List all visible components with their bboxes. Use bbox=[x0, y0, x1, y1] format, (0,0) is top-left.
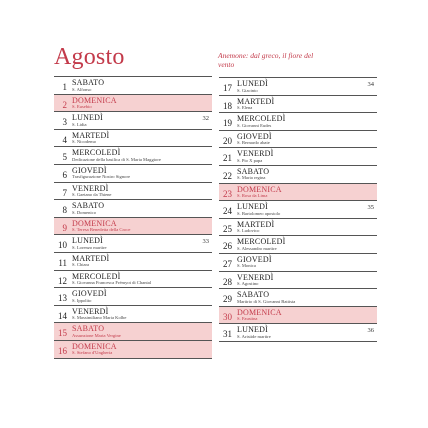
day-row bbox=[219, 307, 377, 325]
weekday-label: GIOVEDÌ bbox=[237, 131, 272, 141]
weekday-label: LUNEDÌ bbox=[237, 202, 268, 212]
saint-name: S. Ippolito bbox=[72, 297, 92, 303]
weekday-label: GIOVEDÌ bbox=[72, 289, 107, 299]
day-number: 31 bbox=[223, 329, 232, 340]
day-number: 22 bbox=[223, 170, 232, 181]
day-row bbox=[54, 306, 212, 324]
weekday-label: VENERDÌ bbox=[237, 149, 274, 159]
saint-name: S. Stefano d'Ungheria bbox=[72, 350, 113, 356]
weekday-label: MARTEDÌ bbox=[72, 130, 110, 140]
weekday-label: GIOVEDÌ bbox=[72, 165, 107, 175]
day-row bbox=[54, 130, 212, 148]
day-row bbox=[219, 166, 377, 184]
month-title: Agosto bbox=[54, 44, 125, 70]
weekday-label: SABATO bbox=[237, 290, 270, 300]
day-row bbox=[54, 200, 212, 218]
day-row bbox=[219, 272, 377, 290]
day-number: 19 bbox=[223, 118, 232, 129]
day-number: 2 bbox=[62, 99, 67, 110]
saint-name: Trasfigurazione Nostro Signore bbox=[72, 174, 131, 180]
day-number: 23 bbox=[223, 188, 232, 199]
day-row bbox=[219, 254, 377, 272]
saint-name: S. Ludovico bbox=[237, 228, 260, 234]
weekday-label: MERCOLEDÌ bbox=[72, 271, 121, 281]
saint-name: S. Bernardo abate bbox=[237, 140, 270, 146]
weekday-label: DOMENICA bbox=[237, 184, 282, 194]
weekday-label: DOMENICA bbox=[72, 95, 117, 105]
weekday-label: SABATO bbox=[72, 201, 105, 211]
day-number: 8 bbox=[62, 205, 67, 216]
day-number: 24 bbox=[223, 206, 232, 217]
day-number: 5 bbox=[62, 152, 67, 163]
day-row bbox=[54, 165, 212, 183]
saint-name: S. Alfonso bbox=[72, 86, 92, 92]
weekday-label: VENERDÌ bbox=[237, 272, 274, 282]
month-note: Anemone: dal greco, il fiore del vento bbox=[218, 51, 314, 69]
day-number: 7 bbox=[62, 187, 67, 198]
day-row bbox=[219, 148, 377, 166]
day-number: 3 bbox=[62, 117, 67, 128]
saint-name: S. Alessandro martire bbox=[237, 245, 277, 251]
saint-name: S. Faustina bbox=[237, 316, 258, 322]
week-number: 36 bbox=[367, 327, 374, 335]
weekday-label: MERCOLEDÌ bbox=[237, 114, 286, 124]
day-row bbox=[219, 236, 377, 254]
day-row bbox=[54, 271, 212, 289]
day-row bbox=[219, 78, 377, 96]
day-row bbox=[54, 147, 212, 165]
saint-name: S. Agostino bbox=[237, 281, 259, 287]
day-row bbox=[219, 131, 377, 149]
saint-name: S. Eusebio bbox=[72, 104, 92, 110]
saint-name: S. Maria regina bbox=[237, 175, 266, 181]
weekday-label: GIOVEDÌ bbox=[237, 254, 272, 264]
week-number: 32 bbox=[202, 115, 209, 123]
day-row bbox=[54, 112, 212, 130]
saint-name: S. Domenico bbox=[72, 209, 96, 215]
week-number: 33 bbox=[202, 238, 209, 246]
day-row bbox=[219, 289, 377, 307]
saint-name: S. Massimiliano Maria Kolbe bbox=[72, 315, 127, 321]
day-number: 13 bbox=[58, 293, 67, 304]
saint-name: S. Elena bbox=[237, 105, 253, 111]
day-row bbox=[54, 183, 212, 201]
weekday-label: DOMENICA bbox=[237, 307, 282, 317]
day-number: 15 bbox=[58, 328, 67, 339]
day-row bbox=[219, 324, 377, 342]
weekday-label: VENERDÌ bbox=[72, 183, 109, 193]
day-number: 20 bbox=[223, 135, 232, 146]
day-row bbox=[219, 219, 377, 237]
weekday-label: LUNEDÌ bbox=[72, 113, 103, 123]
day-number: 29 bbox=[223, 294, 232, 305]
day-row bbox=[54, 288, 212, 306]
saint-name: S. Nicodemo bbox=[72, 139, 96, 145]
weekday-label: MARTEDÌ bbox=[237, 219, 275, 229]
day-number: 9 bbox=[62, 222, 67, 233]
saint-name: S. Gaetano da Thiene bbox=[72, 192, 112, 198]
weekday-label: SABATO bbox=[72, 78, 105, 87]
day-row bbox=[219, 184, 377, 202]
saint-name: S. Pio X papa bbox=[237, 157, 263, 163]
weekday-label: MARTEDÌ bbox=[72, 253, 110, 263]
weekday-label: MERCOLEDÌ bbox=[237, 237, 286, 247]
day-number: 16 bbox=[58, 345, 67, 356]
weekday-label: SABATO bbox=[72, 324, 105, 334]
day-number: 21 bbox=[223, 153, 232, 164]
day-row bbox=[54, 253, 212, 271]
day-number: 6 bbox=[62, 169, 67, 180]
saint-name: Assunzione Maria Vergine bbox=[72, 332, 121, 338]
day-number: 11 bbox=[58, 257, 67, 268]
weekday-label: LUNEDÌ bbox=[237, 325, 268, 335]
weekday-label: LUNEDÌ bbox=[237, 79, 268, 88]
day-row bbox=[54, 323, 212, 341]
day-number: 14 bbox=[58, 310, 67, 321]
day-number: 1 bbox=[62, 82, 67, 92]
day-row bbox=[54, 218, 212, 236]
day-row bbox=[219, 113, 377, 131]
day-number: 30 bbox=[223, 311, 232, 322]
saint-name: S. Rosa da Lima bbox=[237, 193, 268, 199]
saint-name: S. Chiara bbox=[72, 262, 90, 268]
saint-name: Dedicazione della basilica di S. Maria Maggiore bbox=[72, 156, 161, 162]
weekday-label: VENERDÌ bbox=[72, 306, 109, 316]
day-row bbox=[54, 95, 212, 113]
day-number: 18 bbox=[223, 100, 232, 111]
day-row bbox=[54, 341, 212, 359]
day-number: 10 bbox=[58, 240, 67, 251]
weekday-label: SABATO bbox=[237, 166, 270, 176]
saint-name: S. Lidia bbox=[72, 121, 87, 127]
day-number: 26 bbox=[223, 241, 232, 252]
weekday-label: LUNEDÌ bbox=[72, 236, 103, 246]
saint-name: S. Giovanni Eudes bbox=[237, 122, 272, 128]
day-number: 17 bbox=[223, 83, 232, 93]
calendar-column-1 bbox=[54, 76, 212, 359]
calendar-column-2 bbox=[219, 77, 377, 342]
day-number: 12 bbox=[58, 275, 67, 286]
week-number: 35 bbox=[367, 204, 374, 212]
day-row bbox=[54, 77, 212, 95]
day-number: 4 bbox=[62, 134, 67, 145]
saint-name: S. Monica bbox=[237, 263, 256, 269]
day-row bbox=[219, 96, 377, 114]
weekday-label: MARTEDÌ bbox=[237, 96, 275, 106]
day-number: 27 bbox=[223, 258, 232, 269]
saint-name: S. Aristide martire bbox=[237, 333, 271, 339]
day-number: 25 bbox=[223, 223, 232, 234]
day-row bbox=[219, 201, 377, 219]
weekday-label: MERCOLEDÌ bbox=[72, 148, 121, 158]
saint-name: Martirio di S. Giovanni Battista bbox=[237, 298, 296, 304]
saint-name: S. Teresa Benedetta della Croce bbox=[72, 227, 131, 233]
weekday-label: DOMENICA bbox=[72, 341, 117, 351]
day-number: 28 bbox=[223, 276, 232, 287]
day-row bbox=[54, 235, 212, 253]
weekday-label: DOMENICA bbox=[72, 218, 117, 228]
saint-name: S. Lorenzo martire bbox=[72, 244, 107, 250]
week-number: 34 bbox=[367, 81, 374, 88]
saint-name: S. Giovanna Francesca Frémyot di Chantal bbox=[72, 280, 152, 286]
saint-name: S. Giacinto bbox=[237, 87, 258, 93]
saint-name: S. Bartolomeo apostolo bbox=[237, 210, 281, 216]
